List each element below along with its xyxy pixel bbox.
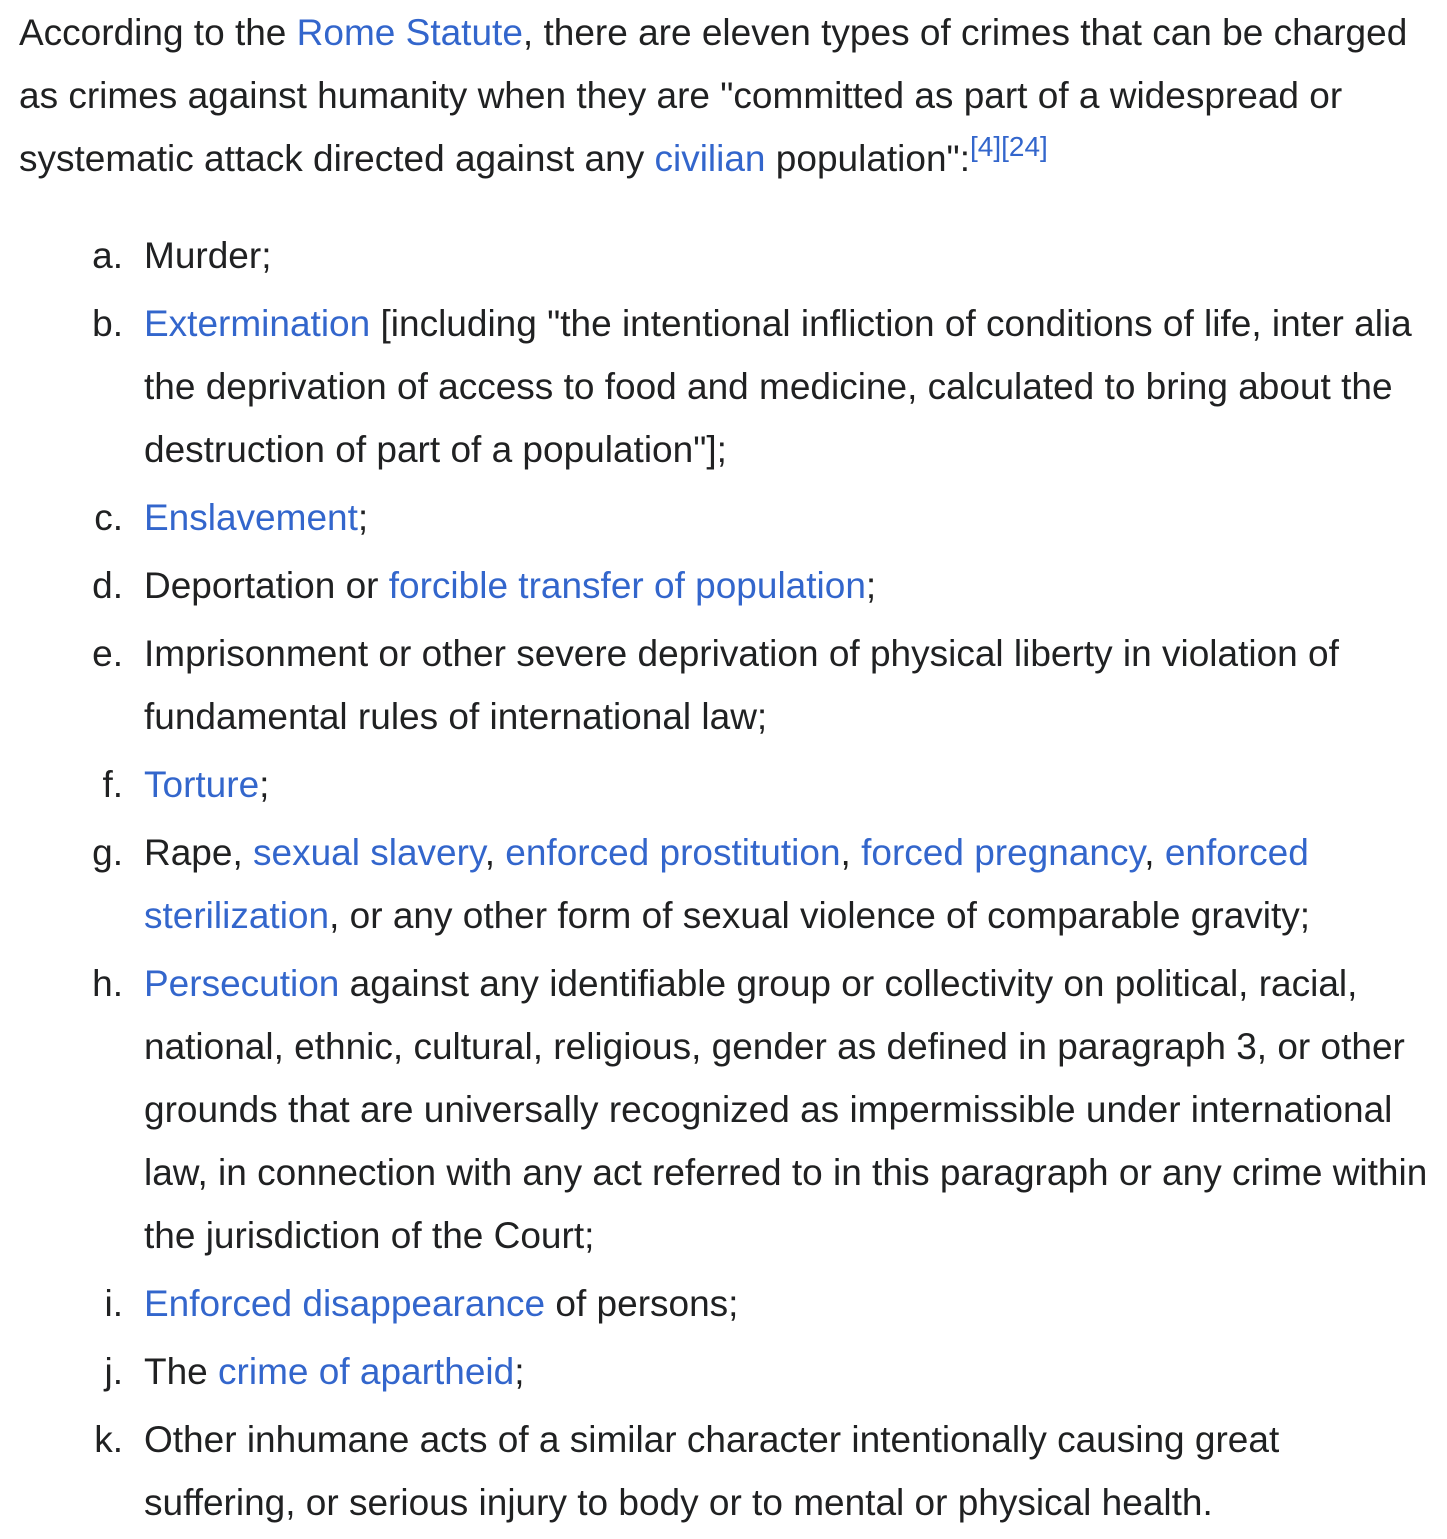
link-rome-statute[interactable]: Rome Statute bbox=[296, 12, 523, 53]
wiki-link[interactable]: forcible transfer of population bbox=[388, 565, 866, 606]
intro-paragraph bbox=[19, 0, 1439, 190]
crimes-list bbox=[19, 224, 1439, 1534]
wiki-link[interactable]: Extermination bbox=[144, 303, 371, 344]
item-text: ; bbox=[259, 764, 270, 805]
wiki-link[interactable]: enforced prostitution bbox=[505, 832, 841, 873]
item-text: Deportation or bbox=[144, 565, 389, 606]
item-text: , bbox=[1144, 832, 1165, 873]
intro-text-before: According to the bbox=[19, 12, 297, 53]
list-item bbox=[19, 486, 1439, 549]
item-text: The bbox=[144, 1351, 219, 1392]
list-marker: g. bbox=[92, 832, 123, 873]
citation-ref-24[interactable]: [24] bbox=[1001, 130, 1048, 162]
list-marker: j. bbox=[104, 1351, 123, 1392]
intro-text-middle: , there are eleven types of crimes that can be charged as crimes against humanity when they are "committed as part of a widespread or systematic attack directed against any bbox=[19, 12, 1408, 179]
item-text: ; bbox=[865, 565, 877, 606]
list-item bbox=[19, 224, 1439, 287]
list-item bbox=[19, 821, 1439, 947]
wiki-link[interactable]: enforced sterilization bbox=[144, 832, 1309, 936]
item-text: against any identifiable group or collectivity on political, racial, national, ethnic, cultural, religious, gender as defined in paragraph 3, or other grounds that are universally recognized as impermissible under international law, in connection with any act referred to in this paragraph or any crime within the jurisdiction of the Court; bbox=[144, 963, 1428, 1256]
item-text: of persons; bbox=[545, 1283, 739, 1324]
list-marker: f. bbox=[102, 764, 123, 805]
item-text: [including "the intentional infliction of conditions of life, inter alia the deprivation of access to food and medicine, calculated to bring about the destruction of part of a population"]; bbox=[144, 303, 1412, 470]
list-item bbox=[19, 622, 1439, 748]
article-content bbox=[19, 0, 1439, 1539]
wiki-link[interactable]: Enforced disappearance bbox=[144, 1283, 546, 1324]
list-marker: h. bbox=[92, 963, 123, 1004]
wiki-link[interactable]: crime of apartheid bbox=[218, 1351, 515, 1392]
wiki-link[interactable]: Persecution bbox=[144, 963, 340, 1004]
wiki-link[interactable]: sexual slavery bbox=[253, 832, 485, 873]
citation-ref-4[interactable]: [4] bbox=[969, 130, 1002, 162]
list-item bbox=[19, 1408, 1439, 1534]
wiki-link[interactable]: forced pregnancy bbox=[861, 832, 1145, 873]
list-item bbox=[19, 1272, 1439, 1335]
list-marker: a. bbox=[92, 235, 123, 276]
list-item bbox=[19, 554, 1439, 617]
item-text: , bbox=[840, 832, 862, 873]
wiki-link[interactable]: Torture bbox=[144, 764, 260, 805]
list-item bbox=[19, 1340, 1439, 1403]
wiki-link[interactable]: Enslavement bbox=[144, 497, 358, 538]
item-text: Murder; bbox=[144, 235, 272, 276]
intro-text-after: population": bbox=[765, 138, 970, 179]
list-marker: e. bbox=[92, 633, 123, 674]
link-civilian[interactable]: civilian bbox=[654, 138, 766, 179]
list-item bbox=[19, 952, 1439, 1267]
list-item bbox=[19, 753, 1439, 816]
item-text: , bbox=[484, 832, 506, 873]
item-text: Rape, bbox=[144, 832, 254, 873]
list-marker: d. bbox=[92, 565, 123, 606]
item-text: ; bbox=[357, 497, 369, 538]
item-text: Imprisonment or other severe deprivation of physical liberty in violation of fundamental rules of international law; bbox=[144, 633, 1339, 737]
list-item bbox=[19, 292, 1439, 481]
citation-refs bbox=[970, 131, 1048, 162]
item-text: Other inhumane acts of a similar character intentionally causing great suffering, or serious injury to body or to mental or physical health. bbox=[144, 1419, 1280, 1523]
list-marker: i. bbox=[104, 1283, 123, 1324]
list-marker: k. bbox=[94, 1419, 123, 1460]
list-marker: b. bbox=[92, 303, 123, 344]
item-text: , or any other form of sexual violence of comparable gravity; bbox=[329, 895, 1311, 936]
list-marker: c. bbox=[94, 497, 123, 538]
item-text: ; bbox=[514, 1351, 525, 1392]
